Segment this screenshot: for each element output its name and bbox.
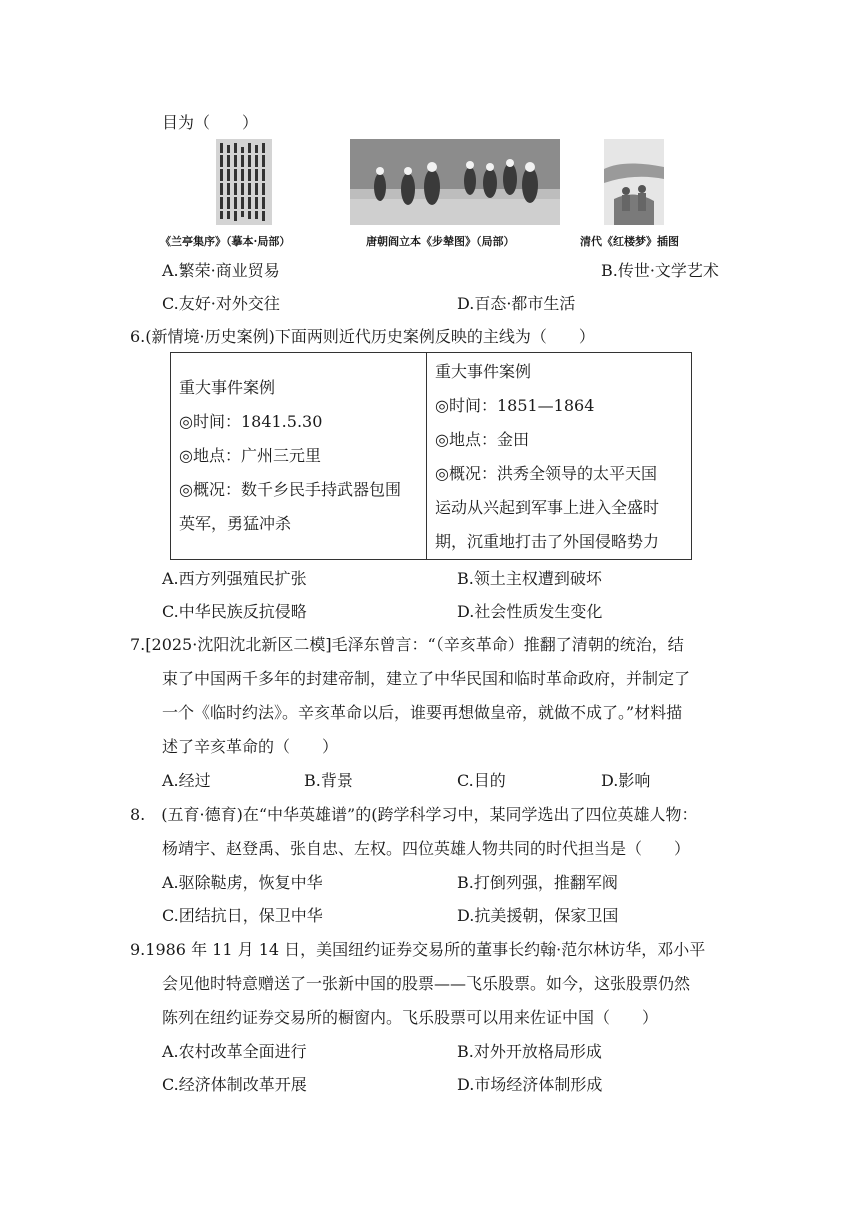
- q5-option-d: D.百态·都市生活: [457, 294, 576, 313]
- case-left-line: ◎地点：广州三元里: [179, 446, 321, 465]
- q7-option-a: A.经过: [162, 771, 211, 790]
- q9-line-1: 9.1986 年 11 月 14 日，美国纽约证券交易所的董事长约翰·范尔林访华，邓小平: [130, 940, 706, 959]
- q5-stem-continuation: 目为（ ）: [162, 113, 259, 132]
- image-caption-2: 唐朝阎立本《步辇图》（局部）: [366, 235, 515, 248]
- case-left-line: 重大事件案例: [179, 378, 276, 397]
- q8-option-b: B.打倒列强，推翻军阀: [457, 873, 618, 892]
- q7-option-b: B.背景: [304, 771, 353, 790]
- case-right-cell: [427, 353, 692, 560]
- case-right-line: ◎概况：洪秀全领导的太平天国: [435, 464, 657, 483]
- q9-line-3: 陈列在纽约证券交易所的橱窗内。飞乐股票可以用来佐证中国（ ）: [162, 1008, 659, 1027]
- q9-option-c: C.经济体制改革开展: [162, 1075, 307, 1094]
- image-caption-1: 《兰亭集序》（摹本·局部）: [160, 235, 291, 248]
- q5-option-c: C.友好·对外交往: [162, 294, 280, 313]
- image-caption-3: 清代《红楼梦》插图: [580, 235, 679, 248]
- case-right-line: ◎时间：1851—1864: [435, 396, 595, 415]
- q7-line-4: 述了辛亥革命的（ ）: [162, 737, 339, 756]
- case-left-line: ◎概况：数千乡民手持武器包围: [179, 480, 401, 499]
- q9-option-b: B.对外开放格局形成: [457, 1042, 602, 1061]
- q8-option-a: A.驱除鞑虏，恢复中华: [162, 873, 323, 892]
- case-left-line: 英军，勇猛冲杀: [179, 514, 292, 533]
- q6-option-c: C.中华民族反抗侵略: [162, 602, 307, 621]
- q9-option-d: D.市场经济体制形成: [457, 1075, 603, 1094]
- q6-option-d: D.社会性质发生变化: [457, 602, 603, 621]
- q6-stem: 6.(新情境·历史案例)下面两则近代历史案例反映的主线为（ ）: [130, 327, 595, 346]
- q8-option-c: C.团结抗日，保卫中华: [162, 906, 323, 925]
- q5-option-b: B.传世·文学艺术: [601, 261, 719, 280]
- case-right-line: ◎地点：金田: [435, 430, 529, 449]
- case-right-line: 期，沉重地打击了外国侵略势力: [435, 532, 660, 551]
- q6-option-a: A.西方列强殖民扩张: [162, 569, 307, 588]
- q7-line-3: 一个《临时约法》。辛亥革命以后，谁要再想做皇帝，就做不成了。”材料描: [162, 703, 683, 722]
- case-left-cell: [171, 353, 427, 560]
- q7-option-d: D.影响: [601, 771, 651, 790]
- q5-option-a: A.繁荣·商业贸易: [162, 261, 280, 280]
- case-right-line: 运动从兴起到军事上进入全盛时: [435, 498, 660, 517]
- case-table: [170, 352, 692, 560]
- q6-option-b: B.领土主权遭到破坏: [457, 569, 602, 588]
- honglou-illustration-image: [604, 139, 664, 225]
- q7-option-c: C.目的: [457, 771, 506, 790]
- lanting-calligraphy-image: [216, 139, 272, 225]
- q8-option-d: D.抗美援朝，保家卫国: [457, 906, 619, 925]
- case-left-line: ◎时间：1841.5.30: [179, 412, 323, 431]
- q9-line-2: 会见他时特意赠送了一张新中国的股票——飞乐股票。如今，这张股票仍然: [162, 974, 691, 993]
- q8-line-2: 杨靖宇、赵登禹、张自忠、左权。四位英雄人物共同的时代担当是（ ）: [162, 839, 691, 858]
- case-right-line: 重大事件案例: [435, 362, 532, 381]
- q7-line-1: 7.[2025·沈阳沈北新区二模]毛泽东曾言：“（辛亥革命）推翻了清朝的统治，结: [130, 635, 684, 654]
- q8-line-1: 8. (五育·德育)在“中华英雄谱”的(跨学科学习中，某同学选出了四位英雄人物：: [130, 805, 698, 824]
- q9-option-a: A.农村改革全面进行: [162, 1042, 307, 1061]
- bunian-painting-image: [350, 139, 560, 225]
- q7-line-2: 束了中国两千多年的封建帝制，建立了中华民国和临时革命政府，并制定了: [162, 669, 691, 688]
